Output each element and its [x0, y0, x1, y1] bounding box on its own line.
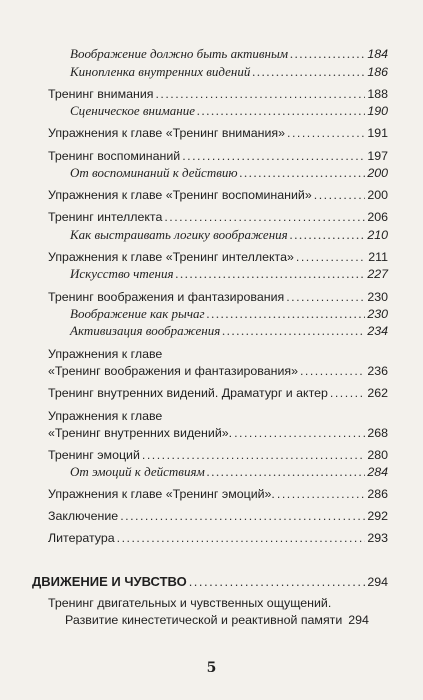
toc-entry	[70, 45, 388, 63]
toc-entry	[48, 186, 388, 204]
toc-entry	[70, 164, 388, 182]
toc-entry-title: «Тренинг внутренних видений».	[48, 426, 233, 440]
toc-entry	[48, 147, 388, 165]
toc-entry-page: 294	[348, 613, 369, 627]
toc-leader-dots	[164, 208, 365, 226]
toc-entry-title: Развитие кинестетической и реактивной памяти	[65, 613, 343, 627]
toc-entry-title: Как выстраивать логику воображения	[70, 227, 288, 242]
toc-entry	[48, 407, 388, 425]
toc-leader-dots	[296, 248, 366, 266]
toc-entry-page: 197	[367, 149, 388, 163]
toc-entry-title: Упражнения к главе «Тренинг воспоминаний»	[48, 188, 312, 202]
toc-leader-dots	[155, 85, 365, 103]
toc-entry	[48, 424, 388, 442]
toc-section-heading	[32, 573, 388, 591]
toc-entry	[48, 362, 388, 380]
toc-leader-dots	[142, 446, 365, 464]
toc-entry-title: От воспоминаний к действию	[70, 165, 238, 180]
toc-leader-dots	[222, 322, 365, 340]
page-number: 5	[206, 660, 217, 676]
toc-entry-page: 186	[367, 65, 388, 79]
toc-entry	[48, 594, 388, 612]
toc-leader-dots	[290, 226, 366, 244]
toc-entry-page: 286	[367, 487, 388, 501]
toc-entry-title: Тренинг воспоминаний	[48, 149, 181, 163]
toc-entry	[48, 384, 388, 402]
toc-entry-page: 234	[367, 324, 388, 338]
toc-entry	[48, 345, 388, 363]
toc-entry	[70, 305, 388, 323]
toc-entry-page: 236	[367, 364, 388, 378]
toc-entry-title: Упражнения к главе	[48, 409, 163, 423]
toc-entry	[48, 529, 388, 547]
toc-entry-page: 188	[367, 87, 388, 101]
toc-leader-dots	[240, 164, 366, 182]
toc-entry-title: Литература	[48, 531, 115, 545]
toc-entry-page: 230	[367, 307, 388, 321]
toc-entry	[70, 102, 388, 120]
toc-leader-dots	[287, 124, 365, 142]
toc-entry	[70, 463, 388, 481]
toc-leader-dots	[330, 384, 365, 402]
toc-entry	[48, 208, 388, 226]
toc-entry-title: Воображение как рычаг	[70, 306, 205, 321]
toc-entry-page: 230	[367, 290, 388, 304]
toc-entry	[48, 507, 388, 525]
toc-entry	[48, 485, 388, 503]
toc-entry-title: ДВИЖЕНИЕ И ЧУВСТВО	[32, 574, 187, 589]
toc-entry-title: Упражнения к главе «Тренинг эмоций».	[48, 487, 275, 501]
toc-entry-page: 211	[368, 250, 388, 264]
toc-entry-title: Активизация воображения	[70, 323, 221, 338]
toc-leader-dots	[189, 573, 366, 591]
toc-leader-dots	[117, 529, 366, 547]
toc-leader-dots	[207, 463, 366, 481]
toc-entry-title: Упражнения к главе	[48, 347, 163, 361]
toc-entry-page: 184	[367, 47, 388, 61]
toc-entry-page: 262	[367, 386, 388, 400]
toc-entry-title: Заключение	[48, 509, 119, 523]
toc-entry-page: 294	[367, 575, 388, 589]
toc-leader-dots	[207, 305, 366, 323]
toc-entry-title: Тренинг интеллекта	[48, 210, 163, 224]
toc-entry	[48, 288, 388, 306]
toc-entry-page: 210	[367, 228, 388, 242]
toc-leader-dots	[300, 362, 365, 380]
toc-leader-dots	[252, 63, 365, 81]
toc-entry-title: «Тренинг воображения и фантазирования»	[48, 364, 298, 378]
toc-leader-dots	[197, 102, 365, 120]
toc-entry-page: 292	[367, 509, 388, 523]
toc-entry	[65, 611, 388, 629]
toc-leader-dots	[286, 288, 365, 306]
toc-leader-dots	[314, 186, 366, 204]
toc-entry-page: 190	[367, 104, 388, 118]
toc-entry-page: 280	[367, 448, 388, 462]
toc-entry-page: 293	[367, 531, 388, 545]
toc-leader-dots	[277, 485, 365, 503]
toc-entry	[48, 446, 388, 464]
toc-entry-title: Тренинг внимания	[48, 87, 154, 101]
toc-entry-page: 200	[367, 188, 388, 202]
toc-entry-page: 284	[367, 465, 388, 479]
toc-entry	[48, 248, 388, 266]
toc-leader-dots	[290, 45, 365, 63]
toc-entry-page: 191	[367, 126, 388, 140]
toc-entry-title: Тренинг эмоций	[48, 448, 140, 462]
toc-leader-dots	[234, 424, 365, 442]
toc-entry-page: 227	[367, 267, 388, 281]
toc-entry-page: 206	[367, 210, 388, 224]
toc-entry-page: 268	[367, 426, 388, 440]
toc-entry	[48, 85, 388, 103]
toc-leader-dots	[120, 507, 365, 525]
toc-entry-title: От эмоций к действиям	[70, 464, 205, 479]
toc-entry-title: Упражнения к главе «Тренинг внимания»	[48, 126, 285, 140]
toc-entry-title: Сценическое внимание	[70, 103, 195, 118]
toc-entry-title: Упражнения к главе «Тренинг интеллекта»	[48, 250, 294, 264]
toc-entry-title: Тренинг воображения и фантазирования	[48, 290, 285, 304]
toc-entry	[70, 322, 388, 340]
toc-entry-title: Воображение должно быть активным	[70, 46, 289, 61]
toc-entry-title: Кинопленка внутренних видений	[70, 64, 251, 79]
toc-entry-title: Искусство чтения	[70, 266, 174, 281]
toc-leader-dots	[176, 265, 366, 283]
toc-entry-title: Тренинг внутренних видений. Драматург и актер	[48, 386, 328, 400]
toc-entry	[70, 265, 388, 283]
toc-entry-title: Тренинг двигательных и чувственных ощущений.	[48, 596, 332, 610]
toc-entry	[48, 124, 388, 142]
toc-entry	[70, 63, 388, 81]
toc-entry	[70, 226, 388, 244]
toc-entry-page: 200	[367, 166, 388, 180]
toc-leader-dots	[182, 147, 365, 165]
